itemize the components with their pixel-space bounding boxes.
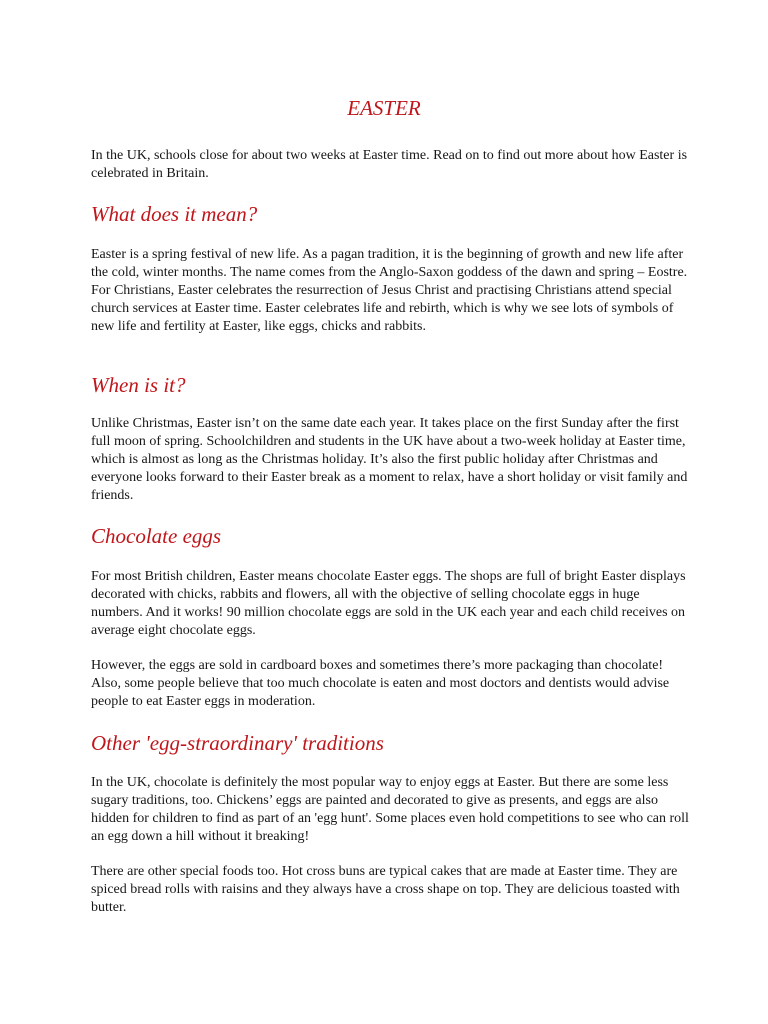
section-heading-what-does-it-mean: What does it mean? bbox=[91, 202, 258, 226]
section-paragraph: Unlike Christmas, Easter isn’t on the same date each year. It takes place on the first Sunday after the first full moon of spring. Schoolchildren and students in the UK have about a two-week holiday at Easter time, which is almost as long as the Christmas holiday. It’s also the first public holiday after Christmas and everyone looks forward to their Easter break as a moment to relax, have a short holiday or visit family and friends. bbox=[91, 416, 688, 503]
document-title: EASTER bbox=[347, 96, 421, 120]
section-paragraph: In the UK, chocolate is definitely the most popular way to enjoy eggs at Easter. But there are some less sugary traditions, too. Chickens’ eggs are painted and decorated to give as presents, and eggs are also hidden for children to find as part of an 'egg hunt'. Some places even hold competitions to see who can roll an egg down a hill without it breaking! bbox=[91, 775, 689, 844]
section-heading-egg-straordinary-traditions: Other 'egg-straordinary' traditions bbox=[91, 731, 384, 755]
section-heading-chocolate-eggs: Chocolate eggs bbox=[91, 524, 222, 548]
section-paragraph: Easter is a spring festival of new life. As a pagan tradition, it is the beginning of growth and new life after the cold, winter months. The name comes from the Anglo-Saxon goddess of the dawn and spring – Eostre. For Christians, Easter celebrates the resurrection of Jesus Christ and practising Christians attend special church services at Easter time. Easter celebrates life and rebirth, which is why we see lots of symbols of new life and fertility at Easter, like eggs, chicks and rabbits. bbox=[91, 247, 688, 334]
section-heading-when-is-it: When is it? bbox=[91, 373, 186, 397]
section-paragraph: There are other special foods too. Hot cross buns are typical cakes that are made at Easter time. They are spiced bread rolls with raisins and they always have a cross shape on top. They are delicious toasted with butter. bbox=[91, 864, 680, 915]
section-paragraph: However, the eggs are sold in cardboard boxes and sometimes there’s more packaging than chocolate! Also, some people believe that too much chocolate is eaten and most doctors and dentists would advise people to eat Easter eggs in moderation. bbox=[91, 658, 670, 709]
section-paragraph: For most British children, Easter means chocolate Easter eggs. The shops are full of bright Easter displays decorated with chicks, rabbits and flowers, all with the objective of selling chocolate eggs in huge numbers. And it works! 90 million chocolate eggs are sold in the UK each year and each child receives on average eight chocolate eggs. bbox=[91, 569, 686, 638]
intro-paragraph: In the UK, schools close for about two weeks at Easter time. Read on to find out more about how Easter is celebrated in Britain. bbox=[91, 148, 688, 181]
